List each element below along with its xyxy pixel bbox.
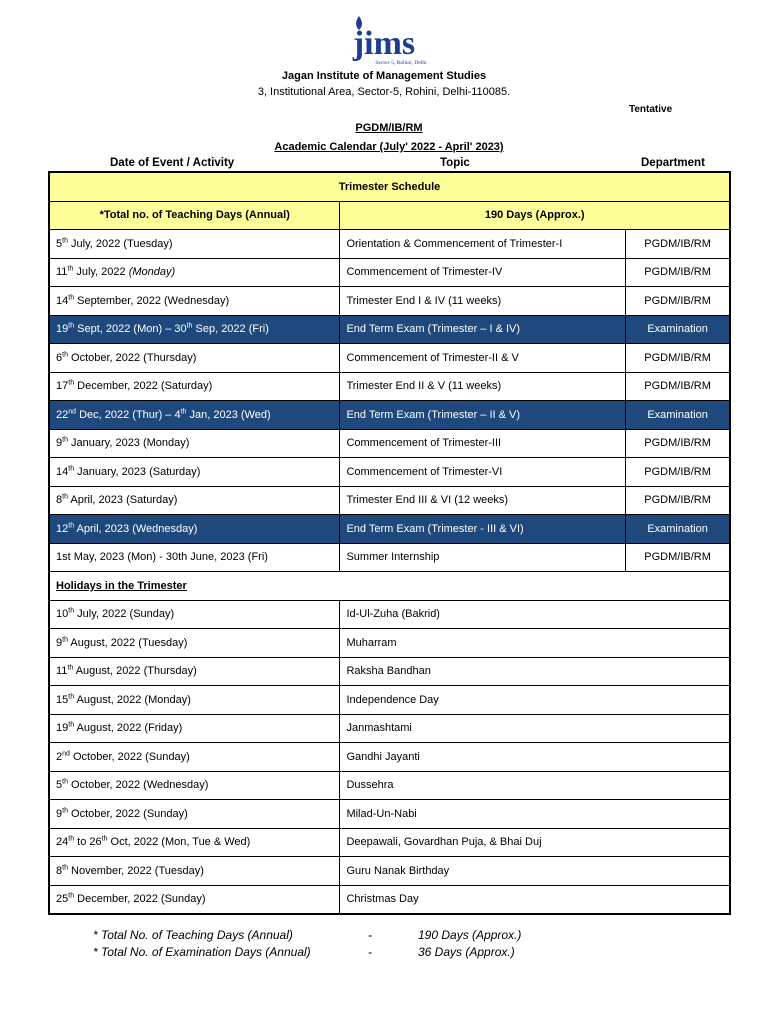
holiday-name: Independence Day bbox=[340, 686, 730, 715]
schedule-row bbox=[49, 344, 730, 373]
calendar-title: Academic Calendar (July' 2022 - April' 2023) bbox=[274, 141, 504, 153]
event-date: 9th January, 2023 (Monday) bbox=[49, 429, 340, 458]
event-topic: Trimester End III & VI (12 weeks) bbox=[340, 486, 626, 515]
trimester-schedule-label: Trimester Schedule bbox=[49, 172, 730, 201]
institute-address: 3, Institutional Area, Sector-5, Rohini, Delhi-110085. bbox=[257, 86, 511, 98]
svg-text:jims: jims bbox=[352, 25, 416, 62]
event-date: 25th December, 2022 (Sunday) bbox=[49, 885, 340, 914]
schedule-row bbox=[49, 429, 730, 458]
event-topic: Commencement of Trimester-VI bbox=[340, 458, 626, 487]
holiday-row bbox=[49, 885, 730, 914]
event-department: PGDM/IB/RM bbox=[626, 344, 730, 373]
holiday-row bbox=[49, 714, 730, 743]
event-date: 9th October, 2022 (Sunday) bbox=[49, 800, 340, 829]
schedule-row bbox=[49, 372, 730, 401]
holiday-row bbox=[49, 828, 730, 857]
event-department: PGDM/IB/RM bbox=[626, 486, 730, 515]
holiday-row bbox=[49, 686, 730, 715]
event-topic: Summer Internship bbox=[340, 543, 626, 572]
event-date: 14th January, 2023 (Saturday) bbox=[49, 458, 340, 487]
event-date: 11th August, 2022 (Thursday) bbox=[49, 657, 340, 686]
event-date: 22nd Dec, 2022 (Thur) – 4th Jan, 2023 (Wed) bbox=[49, 401, 340, 430]
teaching-days-label: *Total no. of Teaching Days (Annual) bbox=[49, 201, 340, 230]
institute-logo bbox=[0, 14, 768, 73]
schedule-row bbox=[49, 230, 730, 259]
event-date: 8th April, 2023 (Saturday) bbox=[49, 486, 340, 515]
event-topic: Commencement of Trimester-II & V bbox=[340, 344, 626, 373]
event-date: 8th November, 2022 (Tuesday) bbox=[49, 857, 340, 886]
event-department: PGDM/IB/RM bbox=[626, 258, 730, 287]
event-date: 11th July, 2022 (Monday) bbox=[49, 258, 340, 287]
holidays-header-row bbox=[49, 572, 730, 601]
event-department: PGDM/IB/RM bbox=[626, 458, 730, 487]
event-topic: Trimester End I & IV (11 weeks) bbox=[340, 287, 626, 316]
event-date: 5th October, 2022 (Wednesday) bbox=[49, 771, 340, 800]
event-topic: End Term Exam (Trimester – I & IV) bbox=[340, 315, 626, 344]
academic-calendar-table bbox=[48, 171, 731, 915]
holiday-name: Milad-Un-Nabi bbox=[340, 800, 730, 829]
event-date: 14th September, 2022 (Wednesday) bbox=[49, 287, 340, 316]
event-date: 15th August, 2022 (Monday) bbox=[49, 686, 340, 715]
event-topic: Trimester End II & V (11 weeks) bbox=[340, 372, 626, 401]
schedule-row bbox=[49, 258, 730, 287]
holidays-label: Holidays in the Trimester bbox=[49, 572, 730, 601]
holiday-row bbox=[49, 629, 730, 658]
event-date: 1st May, 2023 (Mon) - 30th June, 2023 (Fri) bbox=[49, 543, 340, 572]
event-date: 17th December, 2022 (Saturday) bbox=[49, 372, 340, 401]
holiday-row bbox=[49, 600, 730, 629]
event-date: 19th August, 2022 (Friday) bbox=[49, 714, 340, 743]
schedule-row bbox=[49, 458, 730, 487]
institute-name: Jagan Institute of Management Studies bbox=[281, 70, 487, 82]
holiday-row bbox=[49, 657, 730, 686]
event-date: 10th July, 2022 (Sunday) bbox=[49, 600, 340, 629]
event-department: Examination bbox=[626, 515, 730, 544]
exam-row bbox=[49, 315, 730, 344]
event-topic: Commencement of Trimester-III bbox=[340, 429, 626, 458]
event-date: 12th April, 2023 (Wednesday) bbox=[49, 515, 340, 544]
event-date: 9th August, 2022 (Tuesday) bbox=[49, 629, 340, 658]
holiday-name: Dussehra bbox=[340, 771, 730, 800]
holiday-name: Guru Nanak Birthday bbox=[340, 857, 730, 886]
event-topic: Orientation & Commencement of Trimester-I bbox=[340, 230, 626, 259]
column-header-department: Department bbox=[641, 157, 705, 169]
holiday-name: Muharram bbox=[340, 629, 730, 658]
schedule-row bbox=[49, 543, 730, 572]
event-date: 5th July, 2022 (Tuesday) bbox=[49, 230, 340, 259]
event-department: PGDM/IB/RM bbox=[626, 543, 730, 572]
event-department: PGDM/IB/RM bbox=[626, 372, 730, 401]
column-header-topic: Topic bbox=[440, 157, 470, 169]
exam-row bbox=[49, 401, 730, 430]
event-topic: End Term Exam (Trimester – II & V) bbox=[340, 401, 626, 430]
tentative-label: Tentative bbox=[629, 104, 673, 115]
holiday-name: Raksha Bandhan bbox=[340, 657, 730, 686]
svg-text:Sector-5, Rohini, Delhi: Sector-5, Rohini, Delhi bbox=[375, 60, 427, 66]
event-department: PGDM/IB/RM bbox=[626, 230, 730, 259]
event-department: Examination bbox=[626, 315, 730, 344]
event-department: PGDM/IB/RM bbox=[626, 287, 730, 316]
holiday-row bbox=[49, 771, 730, 800]
event-department: PGDM/IB/RM bbox=[626, 429, 730, 458]
column-header-date: Date of Event / Activity bbox=[110, 157, 235, 169]
holiday-row bbox=[49, 743, 730, 772]
schedule-row bbox=[49, 287, 730, 316]
event-date: 24th to 26th Oct, 2022 (Mon, Tue & Wed) bbox=[49, 828, 340, 857]
holiday-name: Christmas Day bbox=[340, 885, 730, 914]
holiday-row bbox=[49, 857, 730, 886]
program-title: PGDM/IB/RM bbox=[355, 122, 423, 134]
teaching-days-row bbox=[49, 201, 730, 230]
exam-row bbox=[49, 515, 730, 544]
trimester-schedule-row bbox=[49, 172, 730, 201]
total-teaching-days: * Total No. of Teaching Days (Annual) - 190 Days (Approx.) bbox=[93, 928, 522, 942]
event-date: 6th October, 2022 (Thursday) bbox=[49, 344, 340, 373]
jims-logo-icon bbox=[339, 14, 429, 68]
event-date: 2nd October, 2022 (Sunday) bbox=[49, 743, 340, 772]
holiday-name: Id-Ul-Zuha (Bakrid) bbox=[340, 600, 730, 629]
holiday-name: Deepawali, Govardhan Puja, & Bhai Duj bbox=[340, 828, 730, 857]
event-department: Examination bbox=[626, 401, 730, 430]
holiday-name: Gandhi Jayanti bbox=[340, 743, 730, 772]
schedule-row bbox=[49, 486, 730, 515]
teaching-days-value: 190 Days (Approx.) bbox=[340, 201, 730, 230]
holiday-row bbox=[49, 800, 730, 829]
event-date: 19th Sept, 2022 (Mon) – 30th Sep, 2022 (Fri) bbox=[49, 315, 340, 344]
holiday-name: Janmashtami bbox=[340, 714, 730, 743]
event-topic: Commencement of Trimester-IV bbox=[340, 258, 626, 287]
total-exam-days: * Total No. of Examination Days (Annual) - 36 Days (Approx.) bbox=[93, 945, 515, 959]
event-topic: End Term Exam (Trimester - III & VI) bbox=[340, 515, 626, 544]
